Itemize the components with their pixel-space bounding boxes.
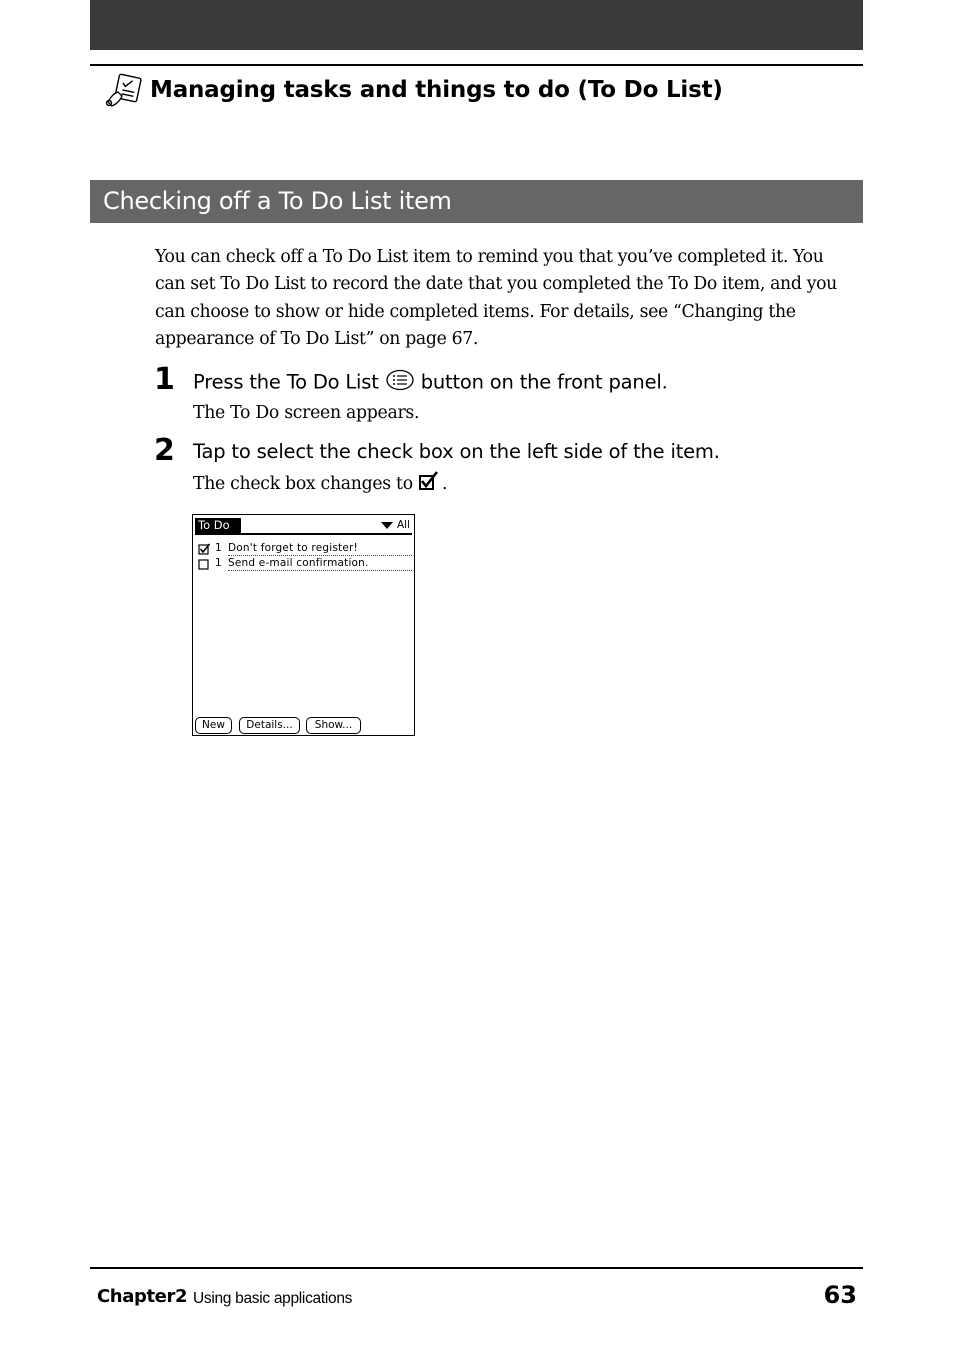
footer-rule <box>90 1267 863 1269</box>
step-2-result-after: . <box>442 474 448 494</box>
section-heading: Checking off a To Do List item <box>103 187 452 215</box>
todo-screen-screenshot <box>192 514 415 736</box>
section-bar <box>90 180 863 223</box>
category-label: All <box>396 519 410 531</box>
footer-section: Using basic applications <box>193 1290 353 1307</box>
step-2-text: Tap to select the check box on the left side of the item. <box>193 440 720 463</box>
show-button[interactable]: Show... <box>306 717 361 734</box>
todo-title: To Do <box>195 518 241 533</box>
step-2-number: 2 <box>154 433 175 468</box>
checked-box-icon <box>418 471 442 498</box>
header-rule <box>90 64 863 66</box>
dropdown-triangle-icon <box>381 522 393 529</box>
step-2-result-before: The check box changes to <box>193 474 413 494</box>
todo-app-icon <box>104 72 144 108</box>
details-button[interactable]: Details... <box>239 717 300 734</box>
item-priority: 1 <box>215 557 222 569</box>
step-1-text <box>193 369 668 397</box>
todo-button-icon <box>385 369 415 397</box>
new-button[interactable]: New <box>195 717 232 734</box>
title-underline <box>195 533 412 535</box>
step-2-result <box>193 471 447 498</box>
todo-item[interactable] <box>197 556 411 570</box>
category-picker[interactable] <box>381 519 410 531</box>
page-number: 63 <box>823 1281 857 1309</box>
footer-chapter: Chapter2 <box>97 1286 188 1307</box>
item-description[interactable]: Send e-mail confirmation. <box>228 556 412 571</box>
step-1-text-before: Press the To Do List <box>193 370 379 394</box>
chapter-heading-block <box>104 72 723 108</box>
checkbox-icon[interactable] <box>198 558 211 574</box>
item-priority: 1 <box>215 542 222 554</box>
todo-item[interactable] <box>197 541 411 555</box>
step-1-result: The To Do screen appears. <box>193 403 420 423</box>
step-1-text-after: button on the front panel. <box>420 370 668 394</box>
item-description[interactable]: Don't forget to register! <box>228 541 412 556</box>
chapter-heading: Managing tasks and things to do (To Do List) <box>150 77 723 103</box>
intro-paragraph: You can check off a To Do List item to remind you that you’ve completed it. You can set To Do List to record the date that you completed the To Do item, and you can choose to show or hide completed items. For details, see “Changing the appearance of To Do List” on page 67. <box>155 247 837 349</box>
step-1-number: 1 <box>154 362 175 397</box>
header-band <box>90 0 863 50</box>
